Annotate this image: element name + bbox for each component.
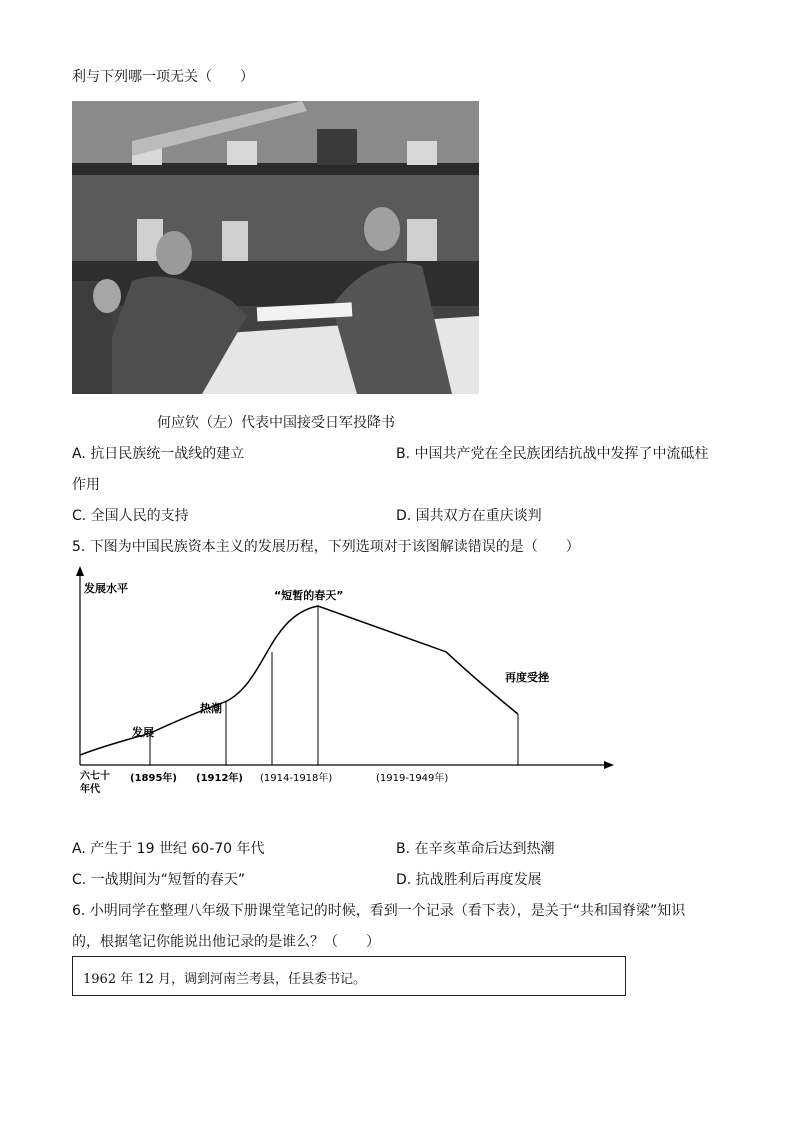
- x-tick-1860s-line2: 年代: [80, 784, 100, 795]
- q4-option-a[interactable]: A. 抗日民族统一战线的建立: [72, 446, 245, 462]
- q6-stem-line1: 6. 小明同学在整理八年级下册课堂笔记的时候，看到一个记录（看下表），是关于“共和国脊梁”知识: [72, 903, 686, 919]
- x-tick-1895: (1895年): [130, 773, 177, 784]
- q5-stem: 5. 下图为中国民族资本主义的发展历程，下列选项对于该图解读错误的是（ ）: [72, 539, 580, 555]
- note-box: [72, 956, 626, 996]
- q4-option-c[interactable]: C. 全国人民的支持: [72, 508, 189, 524]
- stage-dividers: [150, 606, 518, 765]
- surrender-photo: [72, 101, 479, 394]
- q4-option-b[interactable]: B. 中国共产党在全民族团结抗战中发挥了中流砥柱: [396, 446, 709, 462]
- annotation-spring: “短暂的春天”: [274, 589, 344, 602]
- q4-stem-tail: 利与下列哪一项无关（ ）: [72, 69, 254, 85]
- x-tick-1914-1918: (1914-1918年): [260, 773, 333, 784]
- x-axis-arrow: [604, 761, 614, 769]
- x-tick-1860s-line1: 六七十: [80, 771, 110, 782]
- y-axis-label: 发展水平: [84, 582, 128, 595]
- y-axis-arrow: [76, 566, 84, 576]
- q5-option-c[interactable]: C. 一战期间为“短暂的春天”: [72, 872, 246, 888]
- x-tick-1912: (1912年): [196, 773, 243, 784]
- q5-option-d[interactable]: D. 抗战胜利后再度发展: [396, 872, 542, 888]
- q6-stem-line2: 的，根据笔记你能说出他记录的是谁么？（ ）: [72, 934, 380, 950]
- x-tick-1919-1949: (1919-1949年): [376, 773, 449, 784]
- q4-option-b-continued: 作用: [72, 477, 100, 493]
- note-text: 1962 年 12 月，调到河南兰考县，任县委书记。: [83, 972, 367, 987]
- annotation-develop: 发展: [132, 726, 154, 739]
- q5-option-b[interactable]: B. 在辛亥革命后达到热潮: [396, 841, 555, 857]
- annotation-boom: 热潮: [200, 702, 222, 715]
- q4-option-d[interactable]: D. 国共双方在重庆谈判: [396, 508, 542, 524]
- photo-caption: 何应钦（左）代表中国接受日军投降书: [157, 415, 395, 431]
- annotation-setback: 再度受挫: [505, 671, 549, 684]
- q5-option-a[interactable]: A. 产生于 19 世纪 60-70 年代: [72, 841, 265, 857]
- capitalism-development-chart: [66, 560, 626, 800]
